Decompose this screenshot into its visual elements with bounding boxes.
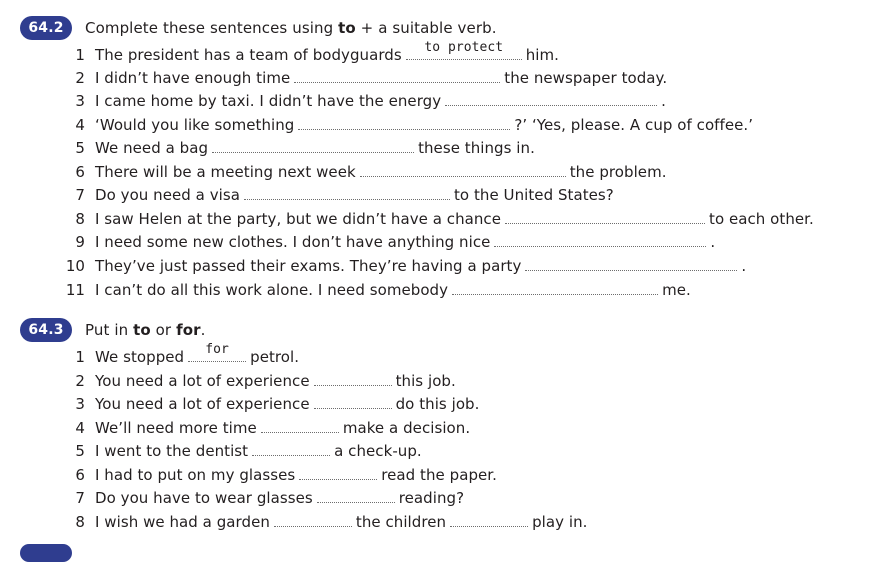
instruction-keyword-for: for — [176, 321, 201, 339]
sentence-number: 7 — [75, 186, 85, 204]
sentence-row — [64, 256, 746, 276]
sentence-start: I went to the dentist — [95, 442, 249, 460]
sentence-end: to the United States? — [454, 186, 614, 204]
instruction-text: Put in — [85, 321, 134, 339]
answer-blank[interactable] — [406, 40, 522, 60]
sentence-number: 4 — [75, 419, 85, 437]
instruction-text: Complete these sentences using — [85, 19, 339, 37]
answer-blank[interactable] — [360, 162, 566, 177]
sentence-row — [64, 394, 479, 414]
answer-blank[interactable] — [274, 512, 352, 527]
sentence-start: You need a lot of experience — [95, 395, 310, 413]
sentence-number: 10 — [65, 257, 85, 275]
answer-blank[interactable] — [244, 185, 450, 200]
sentence-number: 1 — [75, 348, 85, 366]
sentence-start: Do you have to wear glasses — [95, 489, 313, 507]
instruction-text: + a suitable verb. — [355, 19, 497, 37]
sentence-start: The president has a team of bodyguards — [95, 46, 402, 64]
sentence-number: 4 — [75, 116, 85, 134]
exercise-number-badge: 64.3 — [20, 318, 72, 342]
sentence-row — [64, 342, 300, 367]
sentence-end: petrol. — [250, 348, 300, 366]
instruction-text: or — [150, 321, 177, 339]
sentence-row — [64, 68, 667, 88]
sentence-end: to each other. — [709, 210, 814, 228]
answer-blank[interactable] — [212, 138, 414, 153]
sentence-end: these things in. — [418, 139, 535, 157]
answer-blank[interactable] — [252, 441, 330, 456]
sentence-start: They’ve just passed their exams. They’re having a party — [95, 257, 522, 275]
sentence-row — [64, 465, 497, 485]
sentence-number: 11 — [65, 281, 85, 299]
sentence-end: the newspaper today. — [504, 69, 668, 87]
answer-blank[interactable] — [525, 256, 737, 271]
sentence-end: a check-up. — [334, 442, 422, 460]
sentence-row — [64, 115, 753, 135]
sentence-start: I wish we had a garden — [95, 513, 270, 531]
sentence-start: We stopped — [95, 348, 185, 366]
answer-blank[interactable] — [494, 232, 706, 247]
instruction-keyword-to: to — [338, 19, 356, 37]
sentence-number: 9 — [75, 233, 85, 251]
sentence-end: read the paper. — [381, 466, 497, 484]
sentence-start: I need some new clothes. I don’t have anything nice — [95, 233, 491, 251]
answer-blank[interactable] — [450, 512, 528, 527]
sentence-number: 6 — [75, 163, 85, 181]
sentence-end: reading? — [398, 489, 465, 507]
answer-text: to protect — [424, 40, 504, 55]
answer-blank[interactable] — [452, 280, 658, 295]
sentence-row — [64, 40, 560, 65]
answer-blank[interactable] — [299, 465, 377, 480]
sentence-start: We’ll need more time — [95, 419, 257, 437]
sentence-row — [64, 280, 691, 300]
answer-blank[interactable] — [188, 342, 246, 362]
sentence-row — [64, 162, 667, 182]
sentence-start: I came home by taxi. I didn’t have the energy — [95, 92, 442, 110]
next-exercise-badge — [20, 544, 72, 562]
sentence-row — [64, 138, 535, 158]
answer-blank[interactable] — [294, 68, 500, 83]
sentence-number: 5 — [75, 442, 85, 460]
sentence-end: do this job. — [395, 395, 480, 413]
sentence-row — [64, 418, 470, 438]
sentence-number: 8 — [75, 210, 85, 228]
sentence-end: this job. — [395, 372, 456, 390]
exercise-number-badge: 64.2 — [20, 16, 72, 40]
sentence-end: play in. — [532, 513, 588, 531]
sentence-start: I didn’t have enough time — [95, 69, 291, 87]
sentence-row — [64, 91, 666, 111]
sentence-row — [64, 185, 614, 205]
instruction-text: . — [200, 321, 206, 339]
sentence-start: I can’t do all this work alone. I need somebody — [95, 281, 449, 299]
sentence-number: 1 — [75, 46, 85, 64]
sentence-row — [64, 512, 587, 532]
sentence-start: I saw Helen at the party, but we didn’t have a chance — [95, 210, 502, 228]
sentence-number: 2 — [75, 372, 85, 390]
answer-blank[interactable] — [298, 115, 510, 130]
answer-text: for — [205, 342, 229, 357]
sentence-row — [64, 441, 422, 461]
sentence-row — [64, 232, 715, 252]
answer-blank[interactable] — [261, 418, 339, 433]
sentence-end: ?’ ‘Yes, please. A cup of coffee.’ — [514, 116, 754, 134]
sentence-end: make a decision. — [342, 419, 471, 437]
answer-blank[interactable] — [505, 209, 705, 224]
sentence-start: I had to put on my glasses — [95, 466, 296, 484]
instruction-keyword-to: to — [133, 321, 151, 339]
sentence-end: . — [710, 233, 716, 251]
sentence-number: 6 — [75, 466, 85, 484]
answer-blank[interactable] — [317, 488, 395, 503]
answer-blank[interactable] — [314, 394, 392, 409]
answer-blank[interactable] — [445, 91, 657, 106]
sentence-number: 5 — [75, 139, 85, 157]
sentence-number: 7 — [75, 489, 85, 507]
sentence-start: You need a lot of experience — [95, 372, 310, 390]
sentence-row — [64, 209, 814, 229]
sentence-end: . — [741, 257, 747, 275]
sentence-number: 2 — [75, 69, 85, 87]
sentence-end: . — [661, 92, 666, 110]
sentence-row — [64, 371, 456, 391]
sentence-end: him. — [525, 46, 560, 64]
sentence-start: We need a bag — [95, 139, 209, 157]
sentence-end: me. — [662, 281, 691, 299]
exercise-instruction — [85, 320, 205, 340]
sentence-start: Do you need a visa — [95, 186, 240, 204]
sentence-number: 3 — [75, 395, 85, 413]
exercise-instruction — [85, 18, 497, 38]
sentence-start: There will be a meeting next week — [95, 163, 356, 181]
sentence-middle: the children — [355, 513, 447, 531]
sentence-end: the problem. — [569, 163, 667, 181]
sentence-number: 3 — [75, 92, 85, 110]
sentence-number: 8 — [75, 513, 85, 531]
sentence-start: ‘Would you like something — [95, 116, 295, 134]
sentence-row — [64, 488, 464, 508]
answer-blank[interactable] — [314, 371, 392, 386]
